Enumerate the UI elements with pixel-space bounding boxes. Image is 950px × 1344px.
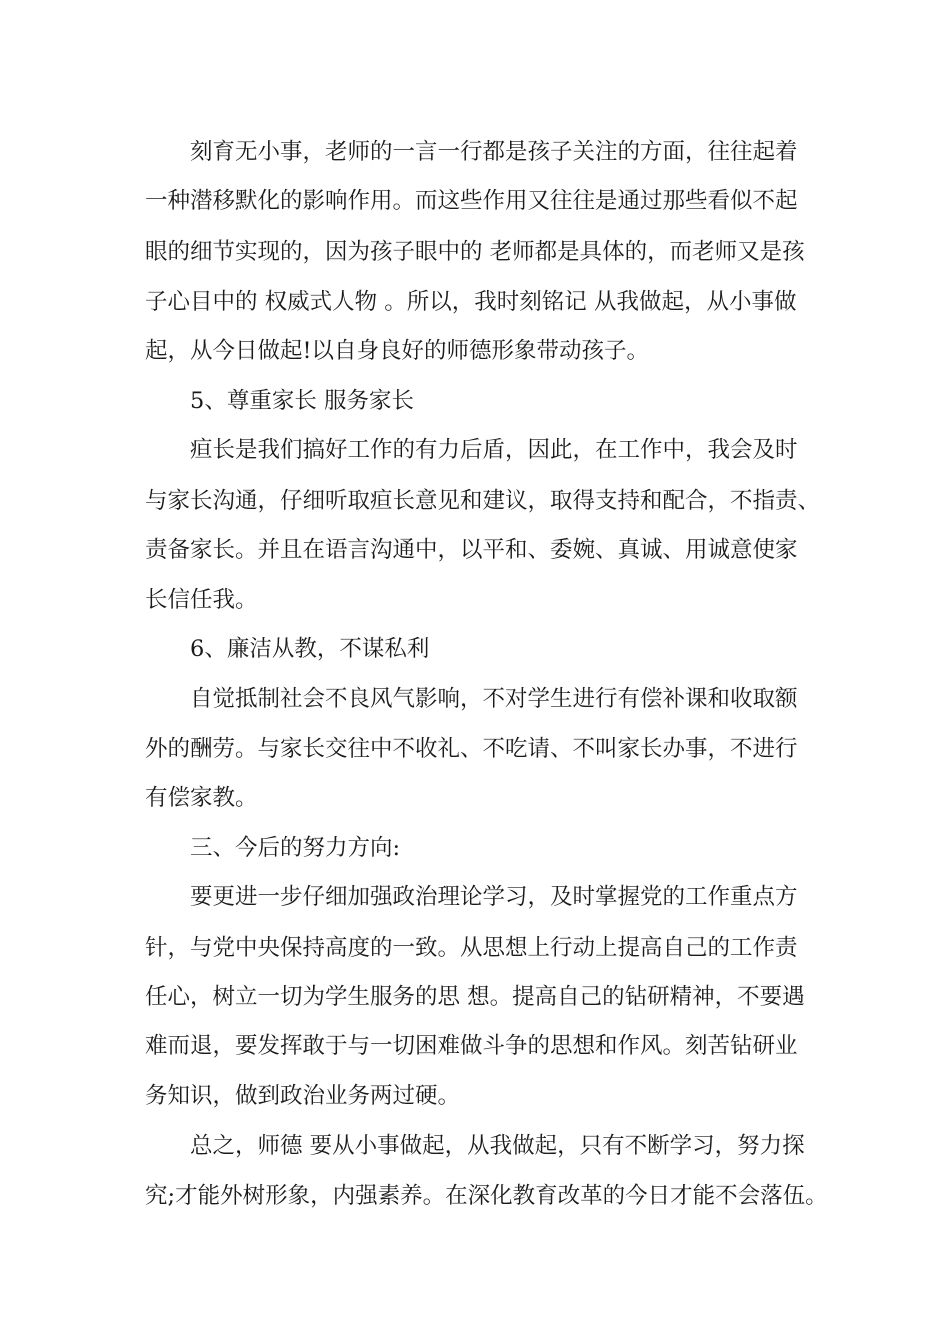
text-line: 起，从今日做起!以自身良好的师德形象带动孩子。 xyxy=(145,338,650,364)
text-line: 自觉抵制社会不良风气影响，不对学生进行有偿补课和收取额 xyxy=(190,686,798,712)
text-line: 有偿家教。 xyxy=(145,785,258,811)
text-line: 总之，师德 要从小事做起，从我做起，只有不断学习，努力探 xyxy=(190,1133,805,1159)
text-line: 疸长是我们搞好工作的有力后盾，因此，在工作中，我会及时 xyxy=(190,437,798,463)
text-line: 与家长沟通，仔细听取疸长意见和建议，取得支持和配合，不指责、 xyxy=(145,488,821,514)
text-line: 务知识，做到政治业务两过硬。 xyxy=(145,1083,461,1109)
text-line: 要更进一步仔细加强政治理论学习，及时掌握党的工作重点方 xyxy=(190,884,798,910)
text-line: 针，与党中央保持高度的一致。从思想上行动上提高自己的工作责 xyxy=(145,935,798,961)
section-heading: 5、尊重家长 服务家长 xyxy=(190,388,414,414)
text-line: 眼的细节实现的，因为孩子眼中的 老师都是具体的，而老师又是孩 xyxy=(145,239,805,265)
text-line: 长信任我。 xyxy=(145,587,258,613)
section-heading: 三、今后的努力方向: xyxy=(190,835,401,861)
text-line: 难而退，要发挥敢于与一切困难做斗争的思想和作风。刻苦钻研业 xyxy=(145,1033,798,1059)
text-line: 究;才能外树形象，内强素养。在深化教育改革的今日才能不会落伍。 xyxy=(145,1183,828,1209)
text-line: 外的酬劳。与家长交往中不收礼、不吃请、不叫家长办事，不进行 xyxy=(145,736,798,762)
section-heading: 6、廉洁从教，不谋私利 xyxy=(190,636,430,662)
text-line: 一种潜移默化的影响作用。而这些作用又往往是通过那些看似不起 xyxy=(145,188,798,214)
text-line: 子心目中的 权威式人物 。所以，我时刻铭记 从我做起，从小事做 xyxy=(145,289,797,315)
text-line: 刻育无小事，老师的一言一行都是孩子关注的方面，往往起着 xyxy=(190,139,798,165)
text-line: 任心，树立一切为学生服务的思 想。提高自己的钻研精神，不要遇 xyxy=(145,984,805,1010)
text-line: 责备家长。并且在语言沟通中，以平和、委婉、真诚、用诚意使家 xyxy=(145,537,798,563)
